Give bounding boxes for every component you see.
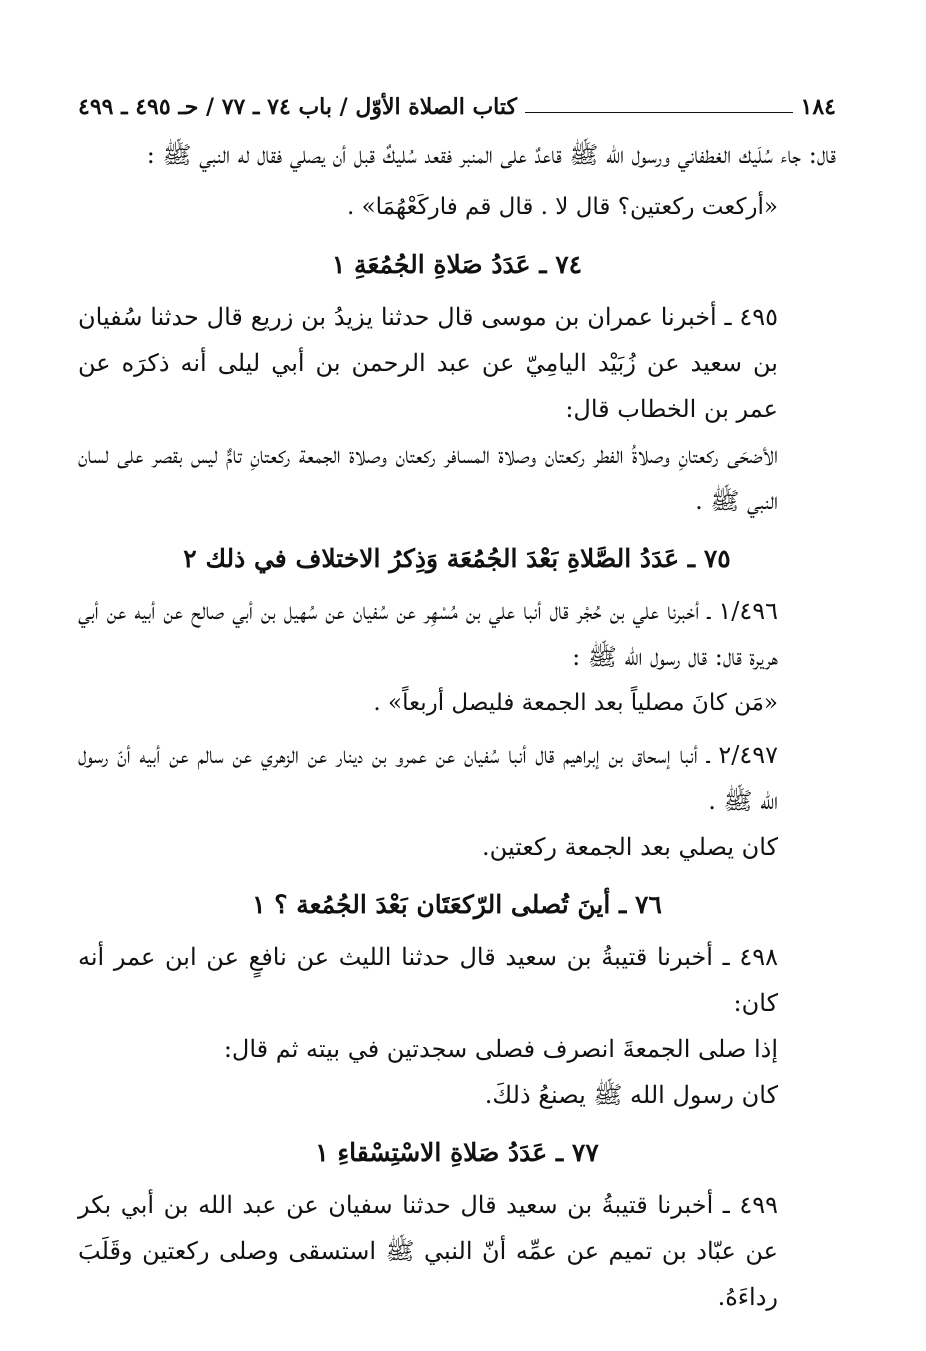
- hadith-496-text: «مَن كانَ مصلياً بعد الجمعة فليصل أربعاً» .: [373, 690, 778, 716]
- hadith-498: ٤٩٨ ـ أخبرنا قتيبةُ بن سعيد قال حدثنا الليث عن نافعٍ عن ابن عمر أنه كان:: [78, 943, 778, 1017]
- hadith-499: ٤٩٩ ـ أخبرنا قتيبةُ بن سعيد قال حدثنا سفيان عن عبد الله بن أبي بكر عن عبّاد بن تميم عن عمِّه أنّ النبي ﷺ استسقى وصلى ركعتين وقَلَبَ رداءَهُ.: [78, 1191, 778, 1311]
- hadith-498-text-2: كان رسول الله ﷺ يصنعُ ذلكَ.: [484, 1081, 778, 1109]
- hadith-495-text: الأضحَى ركعتانِ وصلاةُ الفطر ركعتان وصلاة المسافر ركعتان وصلاة الجمعة ركعتانِ تامٌّ ليس بقصر على لسان النبي ﷺ .: [78, 441, 778, 515]
- section-heading-74: ٧٤ ـ عَدَدُ صَلاةِ الجُمُعَةِ ١: [331, 250, 583, 279]
- page-body: [78, 132, 836, 1320]
- hadith-496: ١/٤٩٦ ـ أخبرنا علي بن حُجْر قال أنبا علي بن مُسْهِر عن سُفيان عن سُهيل بن أبي صالح عن أبيه عن أبي هريرة قال: قال رسول الله ﷺ :: [78, 597, 779, 671]
- header-rule: [525, 112, 793, 113]
- hadith-497-text: كان يصلي بعد الجمعة ركعتين.: [482, 833, 778, 861]
- page-number: ١٨٤: [800, 94, 836, 120]
- paragraph-sulaik: قال: جاء سُلَيك الغطفاني ورسول الله ﷺ قاعدٌ على المنبر فقعد سُليكٌ قبل أن يصلي فقال له النبي ﷺ :: [146, 141, 836, 169]
- running-title: كتاب الصلاة الأوّل / باب ٧٤ ـ ٧٧ / حـ ٤٩٥ ـ ٤٩٩: [78, 94, 517, 120]
- hadith-495: ٤٩٥ ـ أخبرنا عمران بن موسى قال حدثنا يزيدُ بن زريع قال حدثنا سُفيان بن سعيد عن زُبَيْد اليامِيّ عن عبد الرحمن بن أبي ليلى أنه ذكرَه عن عمر بن الخطاب قال:: [78, 303, 778, 423]
- running-header: [78, 86, 836, 120]
- section-heading-77: ٧٧ ـ عَدَدُ صَلاةِ الاسْتِسْقاءِ ١: [315, 1138, 599, 1167]
- hadith-498-text: إذا صلى الجمعةَ انصرف فصلى سجدتين في بيته ثم قال:: [223, 1035, 778, 1063]
- quote-rak-atayn: «أركعت ركعتين؟ قال لا . قال قم فاركَعْهُمَا» .: [346, 194, 778, 220]
- hadith-497: ٢/٤٩٧ ـ أنبا إسحاق بن إبراهيم قال أنبا سُفيان عن عمرو بن دينار عن الزهري عن سالم عن أبيه أنّ رسول الله ﷺ .: [78, 741, 778, 815]
- section-heading-76: ٧٦ ـ أينَ تُصلى الرّكعَتَان بَعْدَ الجُمُعة ؟ ١: [252, 890, 662, 919]
- section-heading-75: ٧٥ ـ عَدَدُ الصَّلاةِ بَعْدَ الجُمُعَة وَذِكرُ الاختلاف في ذلك ٢: [183, 544, 731, 573]
